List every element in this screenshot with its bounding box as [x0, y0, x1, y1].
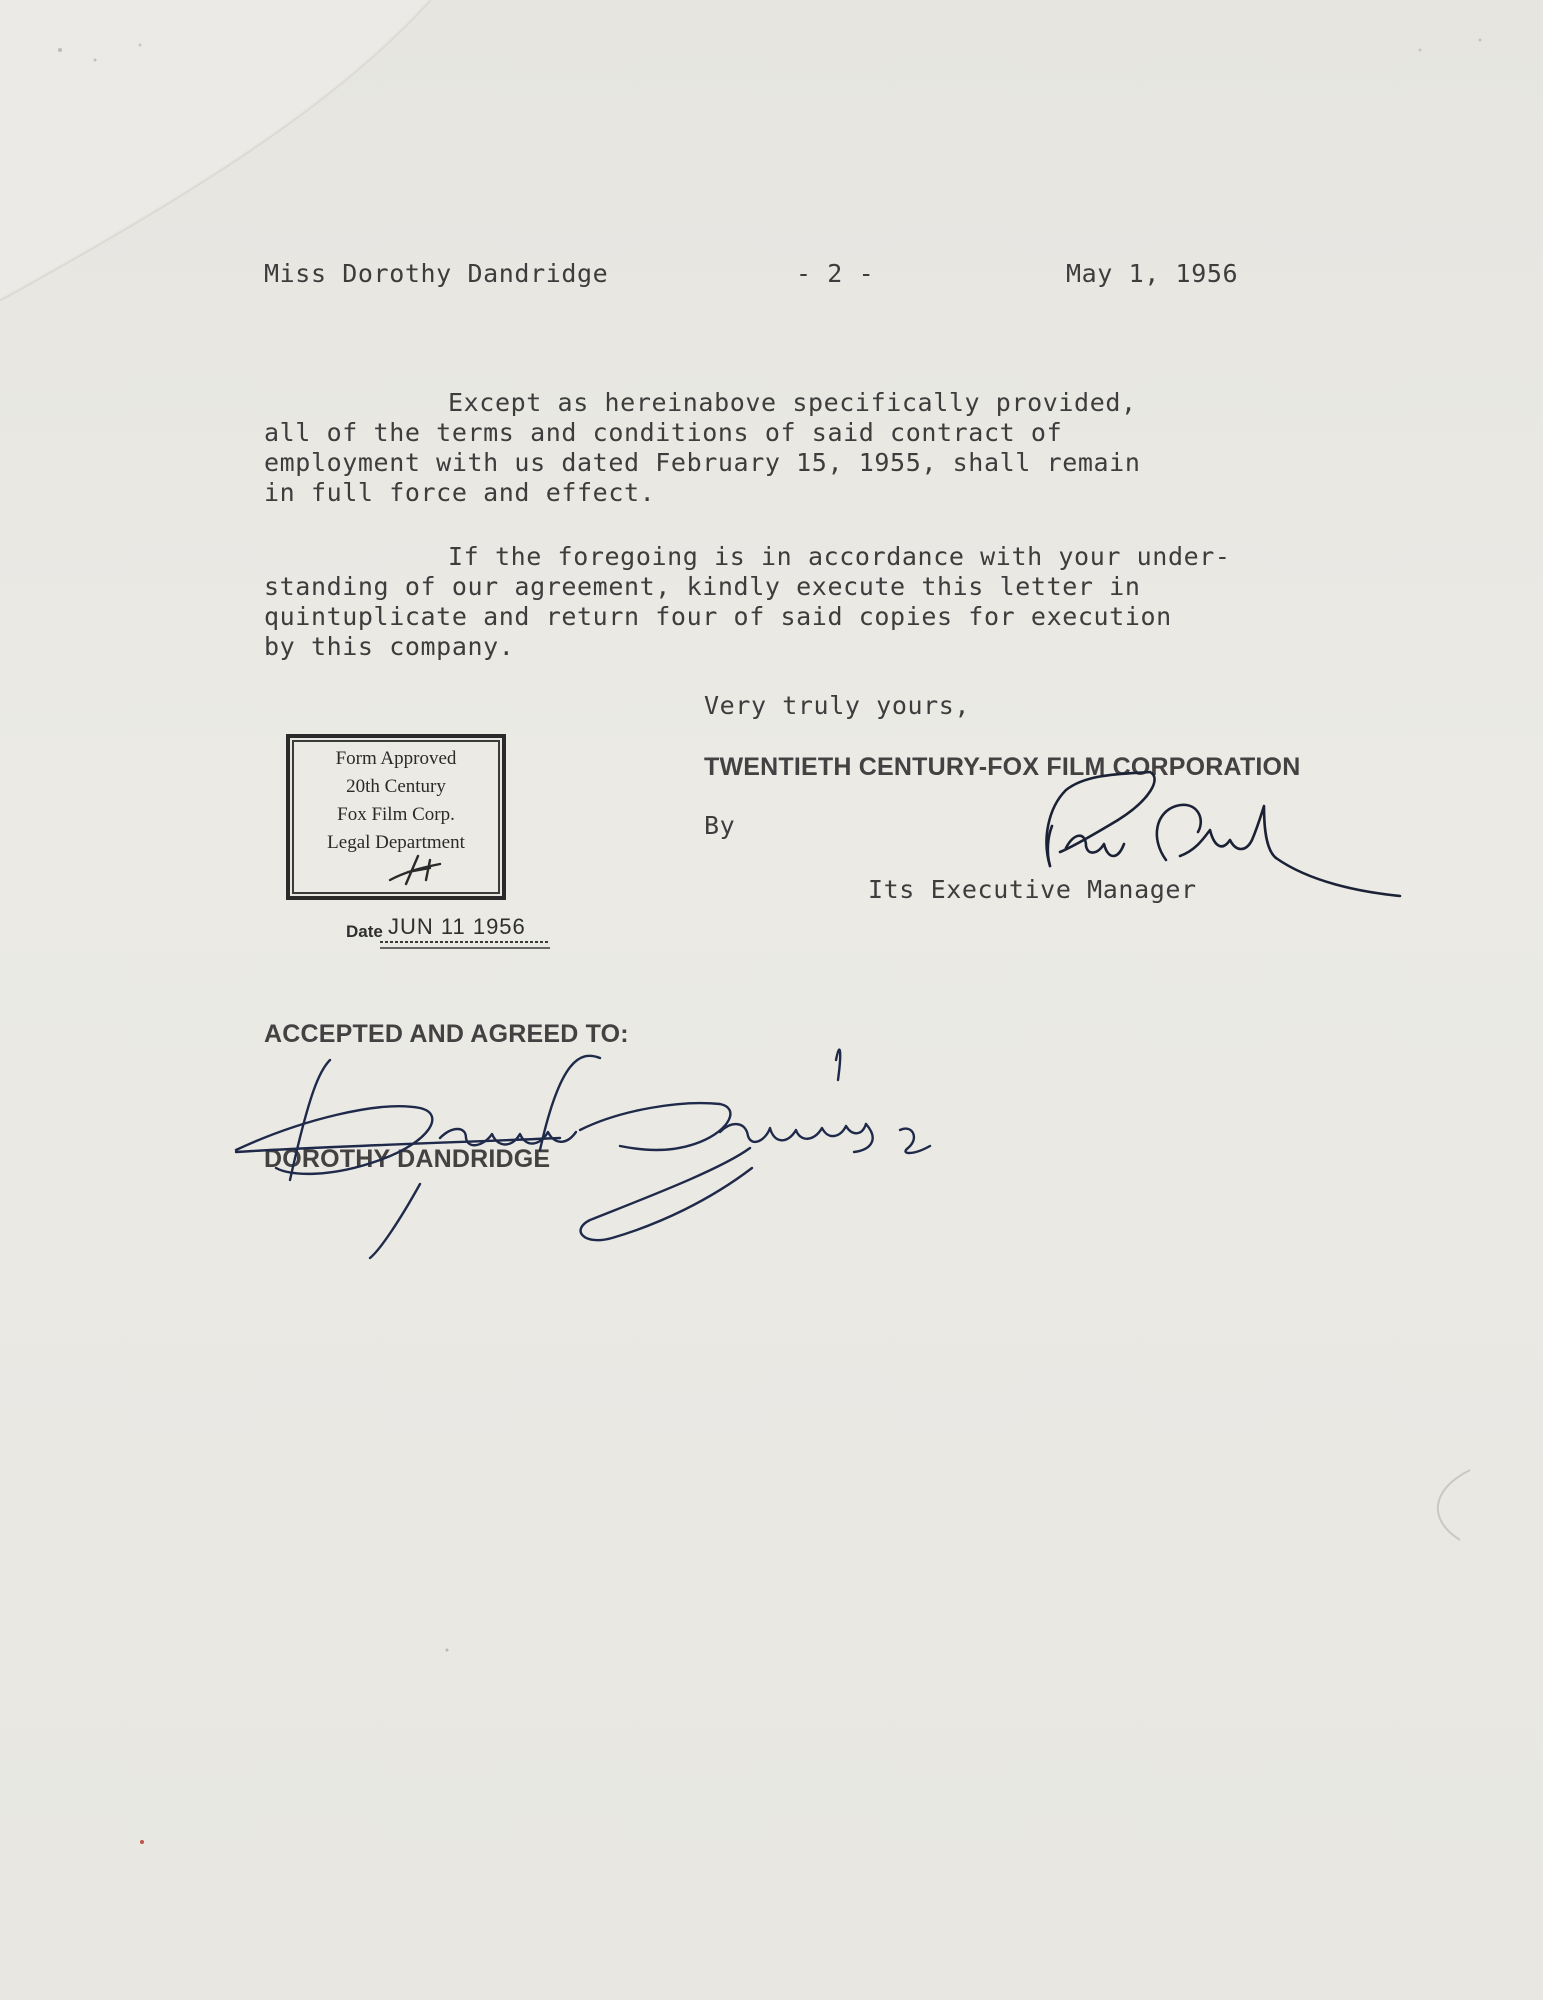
paragraph1-line: Except as hereinabove specifically provided, — [448, 388, 1137, 417]
stamp-line: Form Approved — [335, 748, 457, 769]
header-date: May 1, 1956 — [1066, 259, 1239, 288]
signatory-title: Its Executive Manager — [868, 875, 1197, 904]
stamp-line: Legal Department — [327, 832, 465, 853]
stamp-line: 20th Century — [346, 776, 446, 797]
paragraph2-line: If the foregoing is in accordance with your under- — [448, 542, 1231, 571]
stamp-line: Fox Film Corp. — [337, 804, 455, 825]
header-recipient: Miss Dorothy Dandridge — [264, 259, 609, 288]
paragraph1-line: all of the terms and conditions of said contract of — [264, 418, 1063, 447]
stamp-initials-text: H — [170, 642, 178, 653]
acceptance-label: ACCEPTED AND AGREED TO: — [264, 1020, 629, 1048]
paragraph2-line: quintuplicate and return four of said copies for execution — [264, 602, 1172, 631]
header-page-number: - 2 - — [796, 259, 875, 288]
closing-salutation: Very truly yours, — [704, 691, 971, 720]
company-name: TWENTIETH CENTURY-FOX FILM CORPORATION — [704, 753, 1301, 781]
paragraph1-line: employment with us dated February 15, 1955, shall remain — [264, 448, 1141, 477]
acceptance-name: DOROTHY DANDRIDGE — [264, 1145, 551, 1173]
paragraph2-line: standing of our agreement, kindly execute this letter in — [264, 572, 1141, 601]
paragraph2-line: by this company. — [264, 632, 515, 661]
paragraph1-line: in full force and effect. — [264, 478, 656, 507]
stamp-date-label: Date — [346, 922, 383, 941]
stamp-date-value: JUN 11 1956 — [388, 914, 526, 939]
by-label: By — [704, 811, 736, 840]
